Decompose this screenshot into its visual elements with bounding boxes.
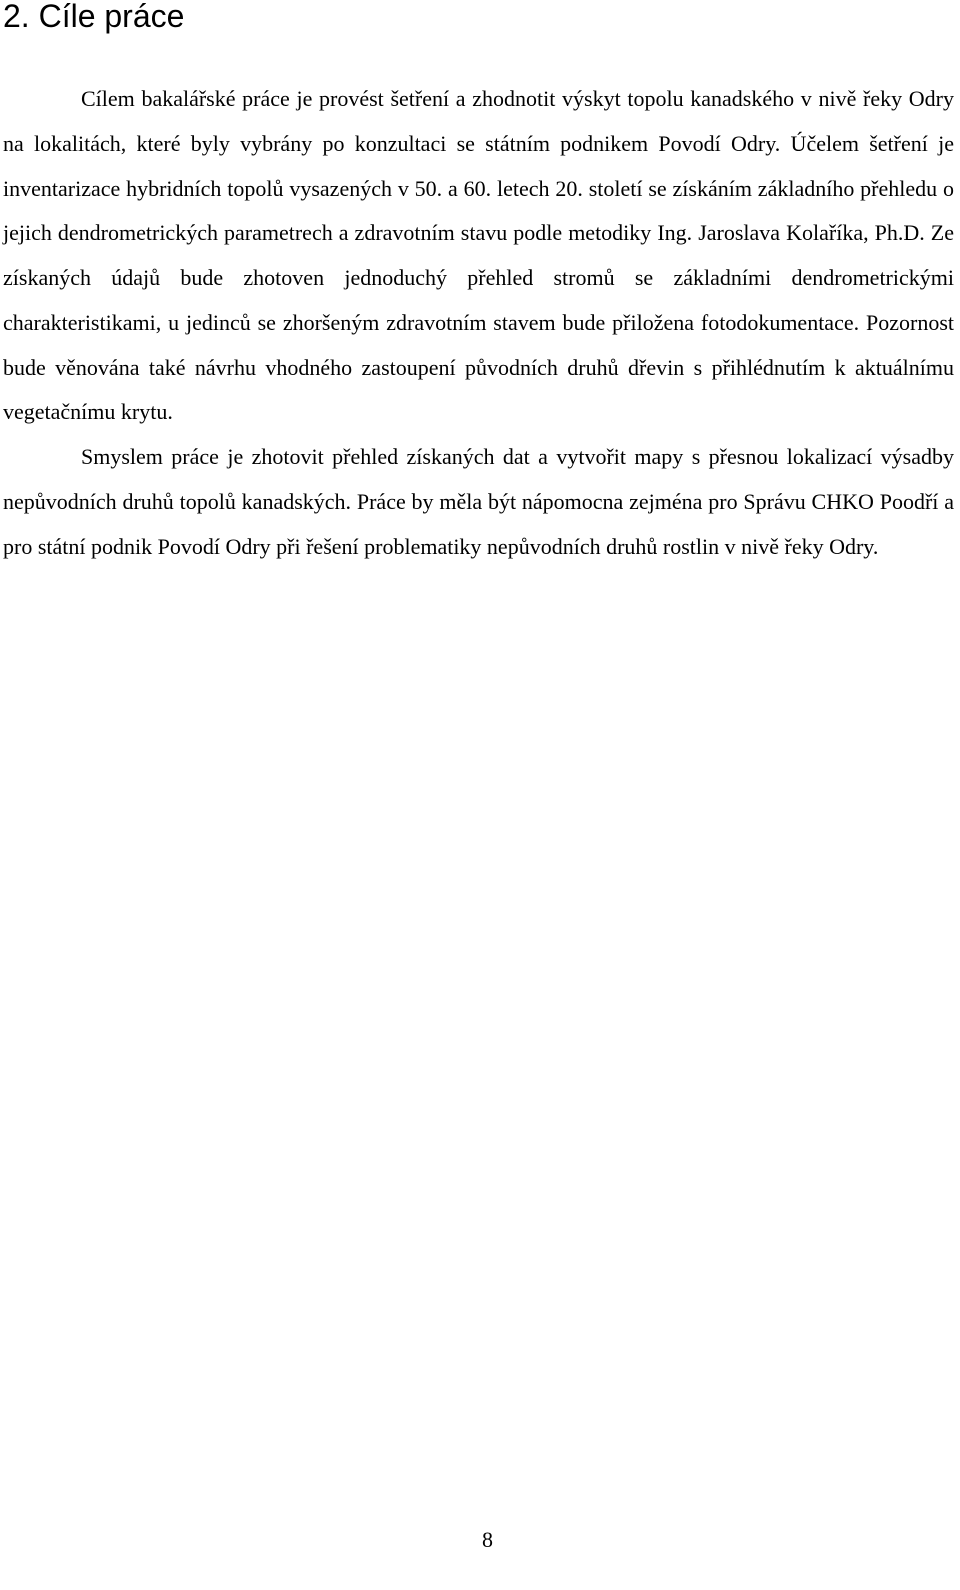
page-number: 8 <box>482 1527 493 1552</box>
paragraph-purpose: Smyslem práce je zhotovit přehled získaných dat a vytvořit mapy s přesnou lokalizací výsadby nepůvodních druhů topolů kanadských. Práce by měla být nápomocna zejména pro Správu CHKO Poodří a pro státní podnik Povodí Odry při řešení problematiky nepůvodních druhů rostlin v nivě řeky Odry. <box>3 444 954 559</box>
body-text <box>3 77 954 569</box>
section-heading: 2. Cíle práce <box>3 0 185 34</box>
paragraph-goals: Cílem bakalářské práce je provést šetření a zhodnotit výskyt topolu kanadského v nivě řeky Odry na lokalitách, které byly vybrány po konzultaci se státním podnikem Povodí Odry. Účelem šetření je inventarizace hybridních topolů vysazených v 50. a 60. letech 20. století se získáním základního přehledu o jejich dendrometrických parametrech a zdravotním stavu podle metodiky Ing. Jaroslava Kolaříka, Ph.D. Ze získaných údajů bude zhotoven jednoduchý přehled stromů se základními dendrometrickými charakteristikami, u jedinců se zhoršeným zdravotním stavem bude přiložena fotodokumentace. Pozornost bude věnována také návrhu vhodného zastoupení původních druhů dřevin s přihlédnutím k aktuálnímu vegetačnímu krytu. <box>3 86 954 425</box>
